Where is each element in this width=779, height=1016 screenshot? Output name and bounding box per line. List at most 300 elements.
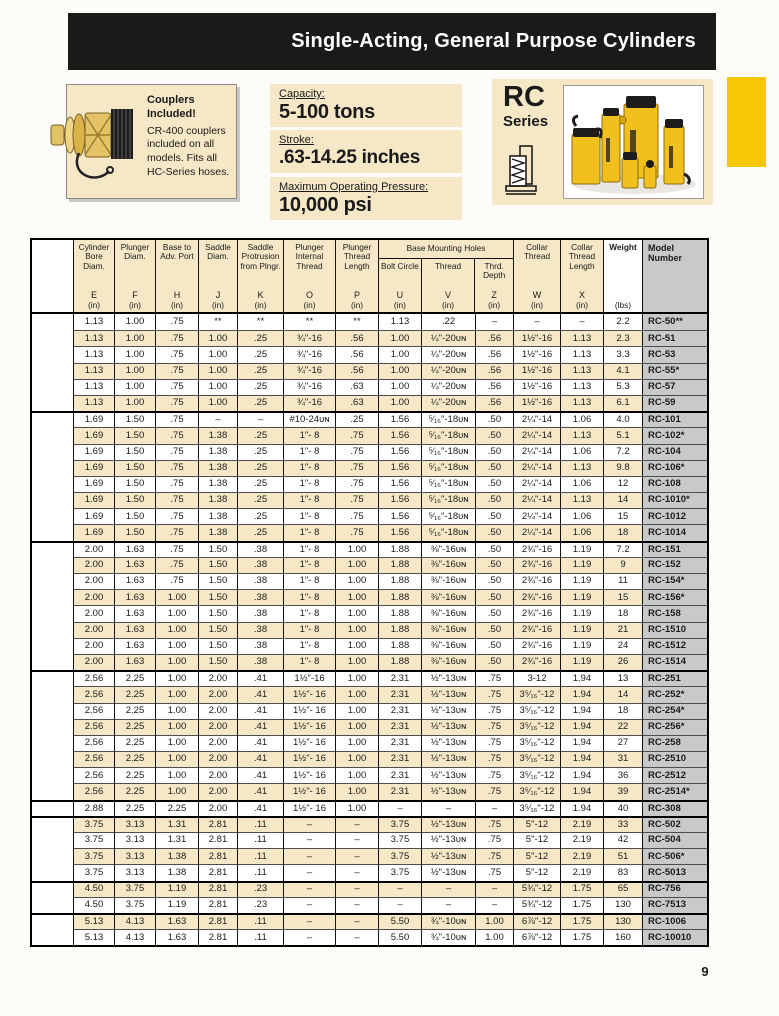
table-cell: 2.00 [199,735,238,751]
model-number-cell: RC-158 [643,605,707,621]
table-cell: – [514,314,561,330]
table-cell: 1.31 [156,816,199,832]
table-cell: .50 [476,492,514,508]
tonnage-group-cell [32,330,74,346]
tonnage-group-cell [32,832,74,848]
tonnage-group-cell [32,783,74,799]
table-cell: 1.00 [156,783,199,799]
column-label: Saddle Diam. [205,242,231,262]
table-cell: 18 [604,524,643,540]
table-cell: 3⁵⁄₁₆"-12 [514,719,561,735]
table-cell: ½"-13ᴜɴ [422,719,476,735]
table-cell: .56 [336,363,379,379]
table-cell: 1.50 [199,573,238,589]
couplers-body: CR-400 couplers included on all models. Fits all HC-Series hoses. [147,124,230,178]
table-cell: 1.19 [156,881,199,897]
model-number-cell: RC-154* [643,573,707,589]
table-cell: .75 [476,670,514,686]
table-cell: 1.69 [74,411,115,427]
table-cell: 3⁵⁄₁₆"-12 [514,751,561,767]
table-row [32,314,707,330]
table-cell: ¾"-16 [284,395,336,411]
table-row [32,363,707,379]
table-cell: 18 [604,703,643,719]
table-cell: 2.81 [199,897,238,913]
table-cell: .50 [476,444,514,460]
table-cell: ⁵⁄₁₆"-18ᴜɴ [422,524,476,540]
model-number-cell: RC-106* [643,460,707,476]
table-cell: .50 [476,476,514,492]
table-cell: ** [336,314,379,330]
table-cell: .25 [238,476,284,492]
column-unit: (in) [576,299,588,310]
table-cell: ⅜"-16ᴜɴ [422,638,476,654]
table-cell: 1.88 [379,638,422,654]
tonnage-group-cell [32,492,74,508]
column-letter: X [578,290,585,301]
table-cell: 1.00 [156,638,199,654]
tonnage-group-cell [32,605,74,621]
table-cell: 1.56 [379,492,422,508]
table-row [32,460,707,476]
tonnage-group-cell [32,816,74,832]
column-header [74,240,115,312]
table-cell: 1.63 [115,622,156,638]
table-cell: 1½"- 16 [284,751,336,767]
tonnage-group-cell [32,427,74,443]
tonnage-group-cell [32,881,74,897]
table-cell: 1.19 [561,573,604,589]
table-cell: 3⁵⁄₁₆"-12 [514,783,561,799]
table-cell: 1.00 [336,622,379,638]
table-cell: 3-12 [514,670,561,686]
tonnage-group-cell [32,524,74,540]
table-cell: 1.19 [561,622,604,638]
table-cell: 2.00 [74,605,115,621]
table-cell: ⁵⁄₁₆"-18ᴜɴ [422,427,476,443]
table-cell: 1.63 [115,605,156,621]
table-cell: ⅜"-16ᴜɴ [422,605,476,621]
page-title: Single-Acting, General Purpose Cylinders [291,30,696,52]
column-label: Saddle Protrusion from Plngr. [240,242,281,271]
table-cell: ¼"-20ᴜɴ [422,379,476,395]
table-cell: ¾"-10ᴜɴ [422,929,476,945]
table-cell: .25 [238,508,284,524]
table-cell: .25 [238,363,284,379]
table-cell: 1.88 [379,541,422,557]
column-header [199,240,238,312]
table-cell: 2.00 [199,686,238,702]
table-cell: 1.50 [199,589,238,605]
table-cell: 1.63 [115,541,156,557]
table-cell: .41 [238,783,284,799]
table-cell: 1.94 [561,719,604,735]
table-row [32,622,707,638]
table-cell: 1.00 [336,557,379,573]
table-cell: 1.56 [379,508,422,524]
table-cell: 1.50 [115,508,156,524]
table-cell: 4.50 [74,881,115,897]
table-row [32,929,707,945]
table-cell: 1.50 [115,460,156,476]
table-cell: .75 [476,832,514,848]
table-cell: 1.75 [561,929,604,945]
model-number-cell: RC-254* [643,703,707,719]
table-cell: 2¼"-14 [514,492,561,508]
model-number-cell: RC-55* [643,363,707,379]
column-unit: (in) [488,299,501,310]
model-number-cell: RC-502 [643,816,707,832]
table-cell: 2¼"-14 [514,476,561,492]
table-cell: 2.25 [115,670,156,686]
table-cell: – [284,897,336,913]
table-row [32,654,707,670]
column-unit: (in) [171,299,183,310]
table-cell: 6.1 [604,395,643,411]
table-cell: 2.00 [199,703,238,719]
table-cell: ¾"-16 [284,379,336,395]
table-cell: ¼"-20ᴜɴ [422,363,476,379]
tonnage-group-cell [32,864,74,880]
table-cell: ½"-13ᴜɴ [422,703,476,719]
column-letter-unit [615,301,631,310]
table-cell: 1"- 8 [284,476,336,492]
table-cell: ⅜"-16ᴜɴ [422,654,476,670]
table-cell: 5.13 [74,929,115,945]
column-letter-unit [394,290,406,310]
table-cell: 1.00 [476,929,514,945]
model-number-cell: RC-2514* [643,783,707,799]
table-cell: 1.19 [561,638,604,654]
table-cell: ** [238,314,284,330]
table-cell: 1.69 [74,460,115,476]
table-cell: ⁵⁄₁₆"-18ᴜɴ [422,476,476,492]
table-cell: .56 [476,363,514,379]
table-cell: – [284,913,336,929]
table-cell: 2¾"-16 [514,638,561,654]
model-number-cell: RC-308 [643,800,707,816]
table-cell: 1"- 8 [284,427,336,443]
table-cell: 1.50 [199,605,238,621]
table-cell: .75 [336,460,379,476]
table-cell: 2.00 [199,783,238,799]
column-unit: (in) [303,299,316,310]
table-cell: 1.13 [561,427,604,443]
column-letter: H [173,290,181,301]
table-cell: 9 [604,557,643,573]
table-cell: 4.13 [115,929,156,945]
table-cell: – [476,314,514,330]
table-cell: ¼"-20ᴜɴ [422,395,476,411]
table-cell: .75 [156,330,199,346]
table-cell: 1.56 [379,476,422,492]
table-cell: 2.56 [74,686,115,702]
table-cell: 1.56 [379,460,422,476]
column-header [336,240,379,312]
table-cell: ¾"-16 [284,363,336,379]
column-header [156,240,199,312]
table-cell: 1.00 [336,638,379,654]
table-cell: .11 [238,913,284,929]
table-cell: .56 [476,379,514,395]
table-row [32,719,707,735]
table-cell: 14 [604,492,643,508]
table-cell: 1.50 [115,427,156,443]
table-cell: 1.75 [561,897,604,913]
table-cell: 1.00 [156,670,199,686]
table-cell: .50 [476,427,514,443]
model-number-cell: RC-102* [643,427,707,443]
table-cell: 1.56 [379,444,422,460]
table-cell: 3.75 [74,864,115,880]
model-number-cell: RC-1514 [643,654,707,670]
table-cell: 1.63 [115,654,156,670]
tonnage-group-cell [32,703,74,719]
column-letter-unit [88,290,100,310]
table-cell: .38 [238,654,284,670]
table-cell: 2¾"-16 [514,541,561,557]
table-cell: 2.00 [199,767,238,783]
table-cell: 3.13 [115,832,156,848]
table-cell: .25 [336,411,379,427]
table-cell: .38 [238,541,284,557]
column-unit: (lbs) [614,299,632,310]
table-row [32,767,707,783]
table-row [32,411,707,427]
model-number-cell: RC-2510 [643,751,707,767]
column-letter-unit [442,290,454,310]
table-cell: – [336,929,379,945]
table-cell: ½"-13ᴜɴ [422,686,476,702]
couplers-box [66,84,237,199]
table-cell: – [199,411,238,427]
table-cell: ¼"-20ᴜɴ [422,346,476,362]
table-cell: 1.00 [336,783,379,799]
table-cell: .75 [156,476,199,492]
table-cell: 3.13 [115,848,156,864]
table-cell: 1.38 [199,524,238,540]
table-cell: 1.00 [476,913,514,929]
table-cell: 2.81 [199,864,238,880]
column-letter: F [132,290,138,301]
table-cell: 1.94 [561,703,604,719]
table-cell: ⅜"-16ᴜɴ [422,589,476,605]
table-cell: 1½"- 16 [284,686,336,702]
column-unit: (in) [351,299,363,310]
column-unit: (in) [88,299,100,310]
table-cell: 1.00 [379,363,422,379]
table-cell: ** [199,314,238,330]
table-cell: 2.56 [74,783,115,799]
table-row [32,605,707,621]
table-cell: 1.00 [336,670,379,686]
series-box [492,79,713,205]
model-number-cell: RC-101 [643,411,707,427]
table-row [32,703,707,719]
table-cell: 2.25 [156,800,199,816]
table-cell: .56 [336,330,379,346]
table-cell: .11 [238,816,284,832]
table-cell: 1.06 [561,524,604,540]
table-cell: – [336,864,379,880]
table-cell: – [284,929,336,945]
table-cell: – [379,897,422,913]
table-cell: .75 [156,444,199,460]
table-cell: 1.75 [561,881,604,897]
table-cell: 1.69 [74,444,115,460]
table-cell: 7.2 [604,444,643,460]
column-label: Weight [609,242,637,252]
table-cell: 24 [604,638,643,654]
tonnage-group-cell [32,913,74,929]
table-cell: 1.38 [199,444,238,460]
table-cell: 1.00 [115,379,156,395]
table-cell: .75 [336,444,379,460]
column-label: Plunger Internal Thread [295,242,324,271]
pressure-box [270,177,462,220]
series-subtitle: Series [503,113,549,130]
table-row [32,848,707,864]
model-number-cell: RC-59 [643,395,707,411]
table-cell: .75 [476,848,514,864]
table-cell: – [379,881,422,897]
couplers-heading: Couplers Included! [147,94,196,121]
table-cell: 1.31 [156,832,199,848]
table-cell: .75 [156,541,199,557]
column-label: Plunger Diam. [120,242,150,262]
table-cell: 2.25 [115,800,156,816]
capacity-box [270,84,462,127]
column-header-blank [32,240,74,312]
table-cell: 2¾"-16 [514,654,561,670]
column-letter-unit [304,290,316,310]
table-cell: 1.63 [156,913,199,929]
table-cell: 1.00 [156,703,199,719]
tonnage-group-cell [32,735,74,751]
table-cell: .50 [476,573,514,589]
table-cell: .11 [238,848,284,864]
table-row [32,864,707,880]
table-cell: 2.31 [379,751,422,767]
table-cell: 1.00 [156,751,199,767]
table-cell: .25 [238,460,284,476]
table-row [32,444,707,460]
table-cell: 1½"- 16 [284,800,336,816]
column-unit: (in) [129,299,141,310]
tonnage-group-cell [32,557,74,573]
table-cell: .38 [238,557,284,573]
table-cell: ¾"-16 [284,330,336,346]
column-header [238,240,284,312]
table-cell: .25 [238,346,284,362]
table-cell: 1.38 [156,864,199,880]
table-cell: 1.63 [115,557,156,573]
table-cell: .41 [238,703,284,719]
table-cell: 2.19 [561,832,604,848]
column-unit: (in) [393,299,406,310]
table-cell: 1.50 [199,654,238,670]
tonnage-group-cell [32,767,74,783]
sub-column-header [475,259,513,312]
table-cell: 5¾"-12 [514,881,561,897]
table-cell: 31 [604,751,643,767]
table-cell: 2.2 [604,314,643,330]
model-number-cell: RC-1512 [643,638,707,654]
table-cell: 3.75 [379,832,422,848]
table-cell: .75 [336,492,379,508]
table-cell: 1"- 8 [284,541,336,557]
base-mounting-holes-group [379,240,514,312]
table-cell: 3.75 [74,832,115,848]
table-cell: 2.31 [379,719,422,735]
table-cell: 4.1 [604,363,643,379]
column-label: Plunger Thread Length [342,242,372,271]
table-cell: .75 [156,508,199,524]
column-letter: W [532,290,542,301]
table-cell: 1.13 [561,330,604,346]
model-number-cell: RC-2512 [643,767,707,783]
column-header [284,240,336,312]
table-cell: 2¼"-14 [514,444,561,460]
table-cell: 2.25 [115,783,156,799]
table-cell: .25 [238,395,284,411]
table-cell: .63 [336,379,379,395]
table-cell: .25 [238,444,284,460]
table-cell: 130 [604,913,643,929]
table-cell: .41 [238,719,284,735]
column-header [561,240,604,312]
table-cell: 3⁵⁄₁₆"-12 [514,767,561,783]
table-cell: 5¾"-12 [514,897,561,913]
table-cell: – [284,881,336,897]
model-number-cell: RC-53 [643,346,707,362]
table-cell: 1.00 [336,686,379,702]
table-cell: 2.81 [199,848,238,864]
table-cell: .50 [476,622,514,638]
table-cell: 1.00 [156,654,199,670]
table-cell: .56 [336,346,379,362]
page-edge-tab [727,77,766,167]
table-cell: ½"-13ᴜɴ [422,735,476,751]
table-cell: 6⅞"-12 [514,913,561,929]
table-cell: 13 [604,670,643,686]
table-cell: – [336,848,379,864]
table-cell: 1.38 [156,848,199,864]
model-number-cell: RC-10010 [643,929,707,945]
table-row [32,638,707,654]
table-cell: 130 [604,897,643,913]
table-cell: – [476,881,514,897]
table-cell: 1.00 [156,735,199,751]
tonnage-group-cell [32,573,74,589]
table-cell: .75 [156,492,199,508]
table-cell: 1.13 [561,379,604,395]
tonnage-group-cell [32,541,74,557]
table-cell: .25 [238,492,284,508]
table-row [32,832,707,848]
table-cell: .41 [238,686,284,702]
model-number-cell: RC-152 [643,557,707,573]
table-cell: 14 [604,686,643,702]
table-row [32,330,707,346]
table-cell: 1.00 [156,622,199,638]
table-cell: ¼"-20ᴜɴ [422,330,476,346]
table-cell: .56 [476,395,514,411]
table-cell: 3.13 [115,816,156,832]
stroke-label: Stroke: [279,134,314,146]
table-cell: 1.94 [561,751,604,767]
table-cell: 1.06 [561,476,604,492]
